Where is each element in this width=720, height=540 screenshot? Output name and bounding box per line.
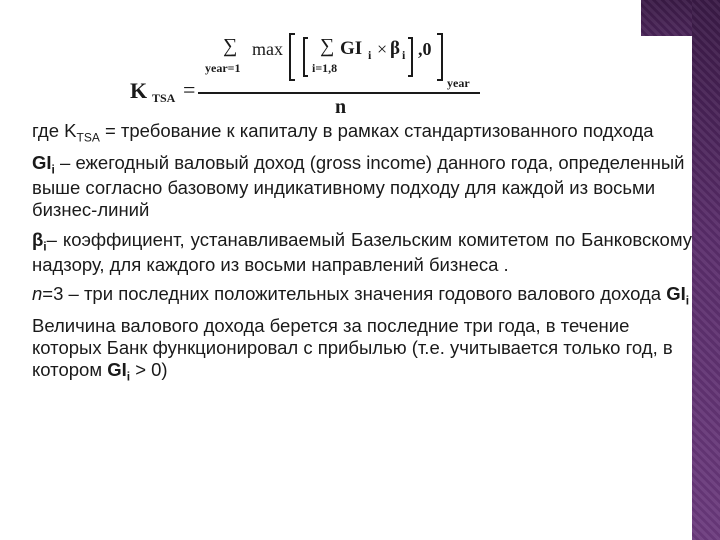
beta-term-subscript: i <box>43 239 47 254</box>
inner-sum-index: i=1,8 <box>312 61 338 75</box>
outer-bracket-right <box>441 33 443 81</box>
beta-description: – коэффициент, устанавливаемый Базельским комитетом по Банковскому надзору, для каждого из восьми направлений бизнеса . <box>32 228 692 275</box>
income-note-text: Величина валового дохода берется за последние три года, в течение которых Банк функционировал с прибылью (т.е. учитывается только год, в котором <box>32 314 673 381</box>
inner-bracket-left-bottom <box>303 75 308 77</box>
ktsa-formula <box>0 0 640 120</box>
ktsa-subscript: TSA <box>76 130 100 145</box>
ktsa-description: = требование к капиталу в рамках стандартизованного подхода <box>99 120 654 141</box>
decorative-sidebar-top <box>641 0 693 36</box>
outer-bracket-right-top <box>437 33 443 35</box>
beta-subscript: i <box>402 48 406 62</box>
inner-sum-symbol: ∑ <box>320 35 335 57</box>
gi-subscript: i <box>368 48 372 62</box>
zero-argument: ,0 <box>418 39 432 59</box>
fraction-line <box>198 92 480 94</box>
gi-term-subscript: i <box>51 162 55 177</box>
outer-bracket-left-bottom <box>289 79 295 81</box>
n-description: =3 – три последних положительных значения годового валового дохода <box>42 282 667 304</box>
inner-bracket-left-top <box>303 37 308 39</box>
definition-n <box>32 283 692 308</box>
gi-term: GI <box>32 152 52 174</box>
formula-denominator: n <box>335 96 347 118</box>
n-gi-term: GI <box>666 282 686 304</box>
income-note <box>32 315 692 384</box>
ktsa-prefix: где K <box>32 120 77 141</box>
definition-beta <box>32 229 692 276</box>
formula-lhs-symbol: K <box>130 78 148 103</box>
income-note-gi: GI <box>107 359 127 381</box>
times-symbol: × <box>377 39 388 59</box>
income-note-suffix: > 0) <box>130 359 168 381</box>
max-label: max <box>252 39 283 59</box>
outer-bracket-left <box>289 33 291 81</box>
decorative-sidebar <box>692 0 720 540</box>
formula-lhs-subscript: TSA <box>152 91 176 105</box>
inner-bracket-right-top <box>408 37 413 39</box>
gi-description: – ежегодный валовый доход (gross income) данного года, определенный выше согласно базовому индикативному подходу для каждой из восьми бизнес-линий <box>32 152 685 221</box>
formula-equals: = <box>183 77 196 102</box>
outer-bracket-right-bottom <box>437 79 443 81</box>
definition-gi <box>32 152 692 221</box>
n-term: n <box>32 282 43 304</box>
beta-symbol: β <box>390 38 401 59</box>
definition-ktsa <box>32 120 692 145</box>
inner-bracket-right-bottom <box>408 75 413 77</box>
inner-bracket-left <box>303 37 305 77</box>
gi-symbol: GI <box>340 38 363 59</box>
outer-sum-index: year=1 <box>205 61 241 75</box>
beta-term: β <box>32 228 44 250</box>
outer-sum-symbol: ∑ <box>223 35 238 57</box>
income-note-gi-subscript: i <box>126 369 131 384</box>
outer-bracket-left-top <box>289 33 295 35</box>
definitions-text <box>32 120 692 391</box>
n-gi-subscript: i <box>685 293 690 308</box>
year-subscript: year <box>447 76 470 90</box>
inner-bracket-right <box>411 37 413 77</box>
